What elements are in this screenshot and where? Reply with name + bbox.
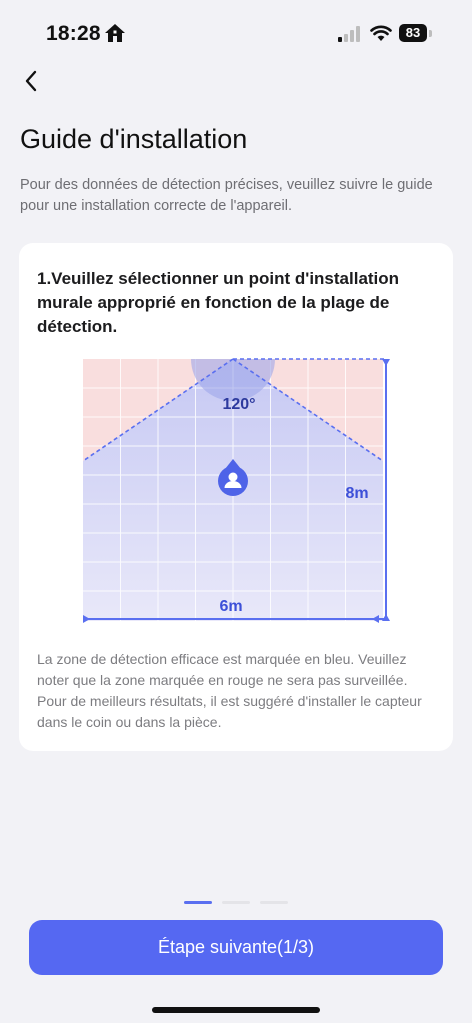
- page-dot-2: [222, 901, 250, 904]
- signal-icon: [338, 26, 362, 47]
- page-indicator: [0, 901, 472, 905]
- back-chevron-icon: [24, 70, 38, 92]
- status-bar: [0, 0, 472, 60]
- next-step-button[interactable]: Étape suivante(1/3): [29, 920, 443, 975]
- wifi-icon: [370, 24, 392, 47]
- page-dot-3: [260, 901, 288, 904]
- back-button[interactable]: [14, 64, 48, 98]
- home-indicator: [152, 1007, 320, 1013]
- page-dot-1: [184, 901, 212, 904]
- detection-diagram: [83, 355, 393, 627]
- page-subtitle: Pour des données de détection précises, veuillez suivre le guide pour une installation correcte de l'appareil.: [20, 177, 433, 214]
- step-heading: 1.Veuillez sélectionner un point d'installation murale approprié en fonction de la plage de détection.: [37, 269, 400, 336]
- battery-level: 83: [399, 24, 427, 42]
- battery-icon: [399, 24, 433, 44]
- page-title: Guide d'installation: [20, 124, 248, 154]
- angle-label: 120°: [222, 396, 256, 413]
- height-label: 8m: [345, 485, 369, 502]
- instruction-card: [19, 243, 453, 751]
- width-label: 6m: [219, 598, 243, 615]
- status-time: 18:28: [46, 22, 101, 45]
- card-note: La zone de détection efficace est marquée en bleu. Veuillez noter que la zone marquée en rouge ne sera pas surveillée. Pour de meilleurs résultats, il est suggéré d'installer le capteur dans le coin ou dans la pièce.: [37, 651, 422, 730]
- home-icon: [104, 22, 126, 44]
